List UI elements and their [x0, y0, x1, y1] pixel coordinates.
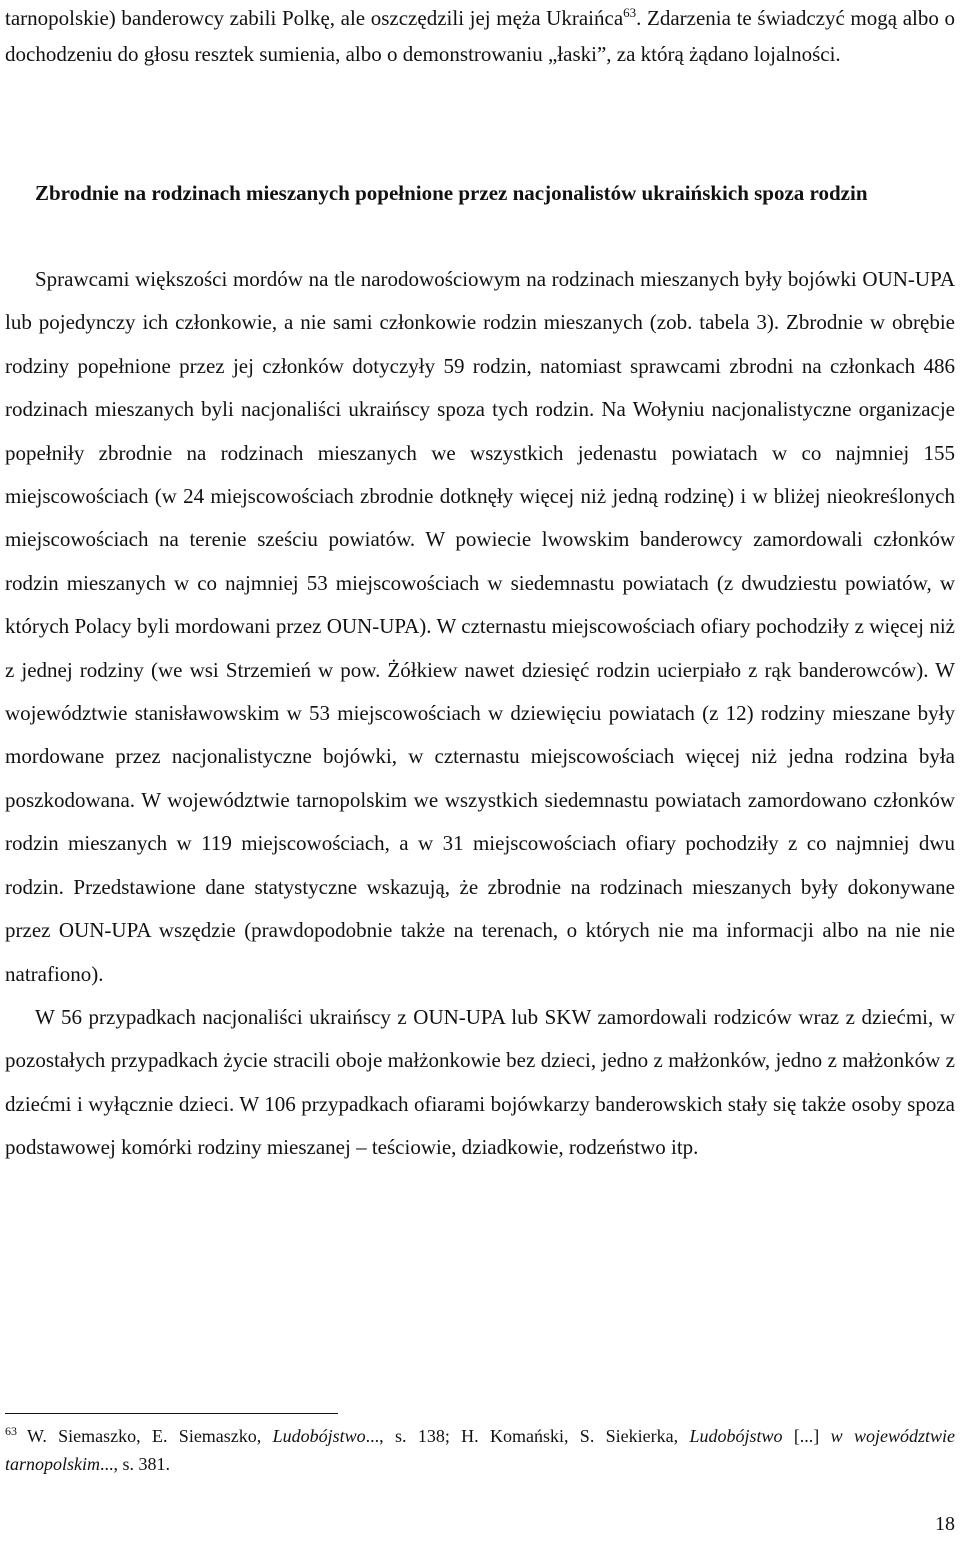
- body-paragraph-2: W 56 przypadkach nacjonaliści ukraińscy z OUN-UPA lub SKW zamordowali rodziców wraz z dziećmi, w pozostałych przypadkach życie stracili oboje małżonkowie bez dzieci, jedno z małżonków, jedno z małżonków z dziećmi i wyłącznie dzieci. W 106 przypadkach ofiarami bojówkarzy banderowskich stały się także osoby spoza podstawowej komórki rodziny mieszanej – teściowie, dziadkowie, rodzeństwo itp.: [5, 1004, 955, 1160]
- paragraph-text-end: . Zdarzenia te świadczyć mogą albo o dochodzeniu do głosu resztek sumienia, albo o demonstrowaniu „łaski”, za którą żądano lojalności.: [5, 6, 955, 66]
- footnote-number: 63: [5, 1424, 17, 1438]
- body-paragraph-1: Sprawcami większości mordów na tle narodowościowym na rodzinach mieszanych były bojówki OUN-UPA lub pojedynczy ich członkowie, a nie sami członkowie rodzin mieszanych (zob. tabela 3). Zbrodnie w obrębie rodziny popełnione przez jej członków dotyczyły 59 rodzin, natomiast sprawcami zbrodni na członkach 486 rodzinach mieszanych byli nacjonaliści ukraińscy spoza tych rodzin. Na Wołyniu nacjonalistyczne organizacje popełniły zbrodnie na rodzinach mieszanych we wszystkich jedenastu powiatach w co najmniej 155 miejscowościach (w 24 miejscowościach zbrodnie dotknęły więcej niż jedną rodzinę) i w bliżej nieokreślonych miejscowościach na terenie sześciu powiatów. W powiecie lwowskim banderowcy zamordowali członków rodzin mieszanych w co najmniej 53 miejscowościach w siedemnastu powiatach (z dwudziestu powiatów, w których Polacy byli mordowani przez OUN-UPA). W czternastu miejscowościach ofiary pochodziły z więcej niż z jednej rodziny (we wsi Strzemień w pow. Żółkiew nawet dziesięć rodzin ucierpiało z rąk banderowców). W województwie stanisławowskim w 53 miejscowościach w dziewięciu powiatach (z 12) rodziny mieszane były mordowane przez nacjonalistyczne bojówki, w czternastu miejscowościach więcej niż jedna rodzina była poszkodowana. W województwie tarnopolskim we wszystkich siedemnastu powiatach zamordowano członków rodzin mieszanych w 119 miejscowościach, a w 31 miejscowościach ofiary pochodziły z co najmniej dwu rodzin. Przedstawione dane statystyczne wskazują, że zbrodnie na rodzinach mieszanych były dokonywane przez OUN-UPA wszędzie (prawdopodobnie także na terenach, o których nie ma informacji albo na nie nie natrafiono).: [5, 267, 955, 986]
- page-number: 18: [935, 1513, 955, 1535]
- footnote-title-3: w województwie tarnopolskim: [5, 1426, 955, 1474]
- section-heading: Zbrodnie na rodzinach mieszanych popełnione przez nacjonalistów ukraińskich spoza rodzin: [35, 181, 868, 205]
- footnote-title-2: Ludobójstwo: [689, 1426, 783, 1446]
- footnote-separator: [5, 1413, 338, 1414]
- footnote: [5, 1422, 955, 1478]
- paragraph-text-start: tarnopolskie) banderowcy zabili Polkę, ale oszczędzili jej męża Ukraińca: [5, 6, 624, 30]
- continued-paragraph: [5, 0, 955, 72]
- footnote-text-4: ..., s. 381.: [100, 1454, 171, 1474]
- footnote-text-2: ..., s. 138; H. Komański, S. Siekierka,: [365, 1426, 690, 1446]
- footnote-text-3: [...]: [782, 1426, 831, 1446]
- section-body: [5, 258, 955, 1170]
- footnote-title-1: Ludobójstwo: [272, 1426, 366, 1446]
- footnote-reference[interactable]: 63: [623, 5, 637, 20]
- footnote-text-1: W. Siemaszko, E. Siemaszko,: [27, 1426, 273, 1446]
